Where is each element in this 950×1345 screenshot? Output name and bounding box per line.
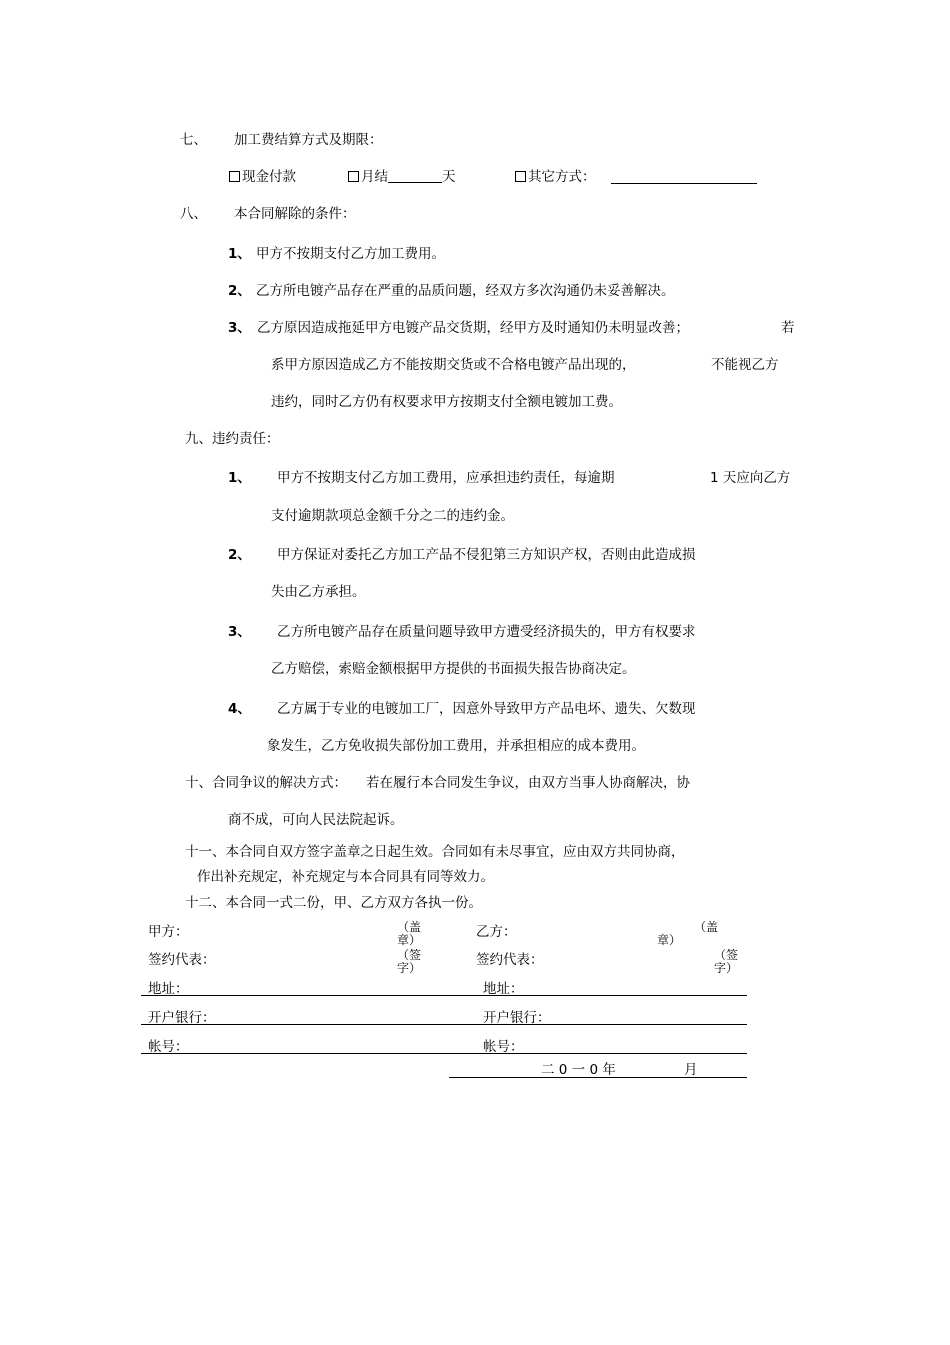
section-11-line2: 作出补充规定，补充规定与本合同具有同等效力。 xyxy=(197,869,494,885)
sec9-item1-number: 1、 xyxy=(228,470,251,486)
party-b-bank-label: 开户银行： xyxy=(483,1010,551,1026)
sec9-item3-line2: 乙方赔偿，索赔金额根据甲方提供的书面损失报告协商决定。 xyxy=(271,661,636,677)
sec8-item2-number: 2、 xyxy=(228,283,251,299)
address-line xyxy=(141,995,747,996)
sec9-item3-line1: 乙方所电镀产品存在质量问题导致甲方遭受经济损失的，甲方有权要求 xyxy=(277,624,696,640)
sec9-item3-number: 3、 xyxy=(228,624,251,640)
party-b-seal-note-1: （盖 xyxy=(694,920,719,934)
other-method-blank[interactable] xyxy=(611,183,757,184)
party-b-address-label: 地址： xyxy=(483,981,524,997)
sec9-item1-line2: 支付逾期款项总金额千分之二的违约金。 xyxy=(271,508,514,524)
party-b-seal-note-2: 章） xyxy=(657,933,682,947)
sec9-item1-line1: 甲方不按期支付乙方加工费用，应承担违约责任，每逾期 xyxy=(277,470,615,486)
sec8-item1-text: 甲方不按期支付乙方加工费用。 xyxy=(256,246,445,262)
date-year: 二 0 一 0 年 xyxy=(541,1062,616,1078)
party-a-sign-2: 字） xyxy=(397,961,422,975)
party-a-rep-label: 签约代表： xyxy=(148,952,216,968)
date-month: 月 xyxy=(684,1062,698,1078)
party-a-bank-label: 开户银行： xyxy=(148,1010,216,1026)
party-a-seal-1: （盖 xyxy=(397,920,422,934)
option-other-label: 其它方式： xyxy=(528,169,596,185)
party-a-seal-2: 章） xyxy=(397,933,422,947)
party-a-sign-note xyxy=(397,948,422,975)
sec8-item3-line3: 违约，同时乙方仍有权要求甲方按期支付全额电镀加工费。 xyxy=(271,394,622,410)
checkbox-monthly[interactable] xyxy=(348,171,359,182)
section-10-title: 十、合同争议的解决方式： xyxy=(185,775,347,791)
option-monthly-label: 月结 xyxy=(361,169,388,185)
account-line xyxy=(141,1053,747,1054)
sec9-item4-line1: 乙方属于专业的电镀加工厂，因意外导致甲方产品电坏、遗失、欠数现 xyxy=(277,701,696,717)
party-b-sign-2: 字） xyxy=(714,961,739,975)
sec9-item2-line1: 甲方保证对委托乙方加工产品不侵犯第三方知识产权，否则由此造成损 xyxy=(277,547,696,563)
party-b-account-label: 帐号： xyxy=(483,1039,524,1055)
sec9-item2-line2: 失由乙方承担。 xyxy=(271,584,366,600)
payment-option-cash[interactable] xyxy=(229,168,296,186)
section-7-title: 加工费结算方式及期限： xyxy=(234,132,383,148)
option-cash-label: 现金付款 xyxy=(242,169,296,185)
date-line xyxy=(449,1077,747,1078)
sec9-item1-line1-tail: 1 天应向乙方 xyxy=(710,470,791,486)
section-10-line2: 商不成，可向人民法院起诉。 xyxy=(228,812,404,828)
sec8-item3-line1: 乙方原因造成拖延甲方电镀产品交货期，经甲方及时通知仍未明显改善； xyxy=(257,320,689,336)
sec8-item3-line1-tail: 若 xyxy=(781,320,795,336)
sec9-item2-number: 2、 xyxy=(228,547,251,563)
bank-line xyxy=(141,1024,747,1025)
party-b-sign-1: （签 xyxy=(714,948,739,962)
monthly-days-blank[interactable] xyxy=(388,170,442,183)
sec9-item4-line2: 象发生，乙方免收损失部份加工费用，并承担相应的成本费用。 xyxy=(267,738,645,754)
section-11-line1: 十一、本合同自双方签字盖章之日起生效。合同如有未尽事宜，应由双方共同协商， xyxy=(185,844,685,860)
option-monthly-unit: 天 xyxy=(442,169,456,185)
party-b-rep-label: 签约代表： xyxy=(476,952,544,968)
sec8-item3-number: 3、 xyxy=(228,320,251,336)
payment-option-monthly[interactable] xyxy=(348,168,456,186)
party-b-sign-note xyxy=(714,948,739,975)
checkbox-other[interactable] xyxy=(515,171,526,182)
section-10-line1: 若在履行本合同发生争议，由双方当事人协商解决，协 xyxy=(366,775,690,791)
party-a-address-label: 地址： xyxy=(148,981,189,997)
section-7-number: 七、 xyxy=(180,132,207,148)
sec9-item4-number: 4、 xyxy=(228,701,251,717)
party-b-label: 乙方： xyxy=(476,924,517,940)
section-8-number: 八、 xyxy=(180,206,207,222)
checkbox-cash[interactable] xyxy=(229,171,240,182)
party-a-label: 甲方： xyxy=(148,924,189,940)
payment-option-other[interactable] xyxy=(515,168,596,186)
sec8-item1-number: 1、 xyxy=(228,246,251,262)
section-8-title: 本合同解除的条件： xyxy=(234,206,356,222)
party-a-sign-1: （签 xyxy=(397,948,422,962)
sec8-item3-line2: 系甲方原因造成乙方不能按期交货或不合格电镀产品出现的， xyxy=(271,357,636,373)
sec8-item3-line2-tail: 不能视乙方 xyxy=(711,357,779,373)
party-a-account-label: 帐号： xyxy=(148,1039,189,1055)
section-9-title: 九、违约责任： xyxy=(185,431,280,447)
sec8-item2-text: 乙方所电镀产品存在严重的品质问题，经双方多次沟通仍未妥善解决。 xyxy=(256,283,675,299)
section-12-line1: 十二、本合同一式二份，甲、乙方双方各执一份。 xyxy=(185,895,482,911)
party-a-seal-note xyxy=(397,920,422,947)
